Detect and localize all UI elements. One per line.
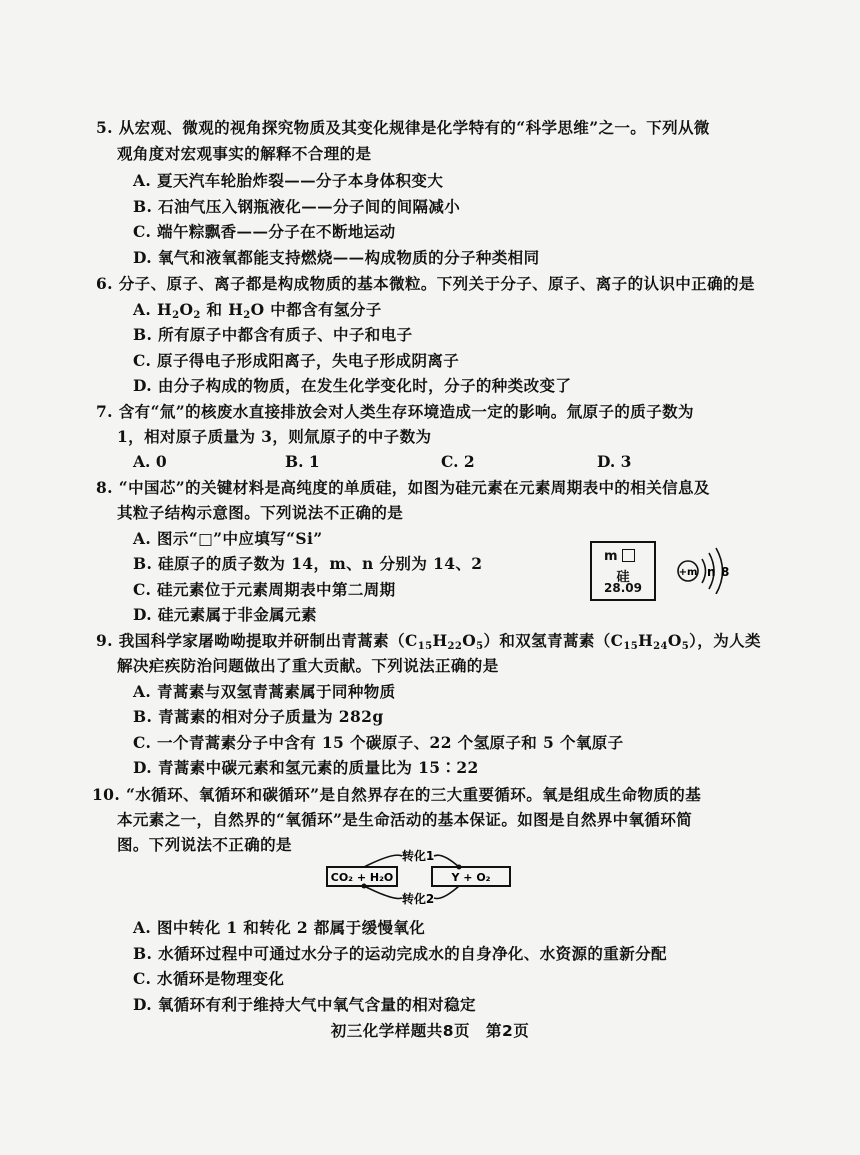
q6-stem: 6. 分子、原子、离子都是构成物质的基本微粒。下列关于分子、原子、离子的认识中正确的是	[96, 274, 755, 293]
q9-f2-h-sub: 24	[653, 641, 668, 652]
q7-stem-line1: 7. 含有“氚”的核废水直接排放会对人类生存环境造成一定的影响。氚原子的质子数为	[96, 402, 694, 421]
transform1-arrowhead	[457, 865, 462, 870]
q9-f1-h: H	[432, 631, 448, 650]
q6-a-sub2: 2	[193, 310, 201, 321]
q8-stem-line1: 8. “中国芯”的关键材料是高纯度的单质硅，如图为硅元素在元素周期表中的相关信息及	[96, 478, 710, 497]
transform1-arc-right	[434, 855, 459, 867]
q7-option-a: A. 0	[133, 452, 167, 471]
silicon-periodic-cell	[590, 541, 656, 601]
silicon-atom-structure-diagram	[676, 546, 736, 594]
oxygen-cycle-diagram	[324, 846, 514, 908]
q5-stem-line2: 观角度对宏观事实的解释不合理的是	[117, 144, 372, 163]
q8-option-b: B. 硅原子的质子数为 14，m、n 分别为 14、2	[133, 554, 483, 573]
q9-f2-c-sub: 15	[623, 641, 639, 652]
q7-option-b: B. 1	[285, 452, 320, 471]
shell-electrons-n: n	[707, 565, 716, 579]
q6-a-sub1: 2	[172, 310, 180, 321]
q8-option-a: A. 图示“□”中应填写“Si”	[133, 529, 323, 548]
reactants-label: CO₂ + H₂O	[330, 871, 394, 884]
q8-option-c: C. 硅元素位于元素周期表中第二周期	[133, 580, 396, 599]
q5-option-a: A. 夏天汽车轮胎炸裂——分子本身体积变大	[133, 171, 444, 190]
q6-a-mid1: O	[179, 300, 194, 319]
electron-shell-1	[702, 559, 706, 583]
q9-f1-o-sub: 5	[476, 641, 484, 652]
q9-stem-line1	[96, 631, 761, 651]
transform2-arrowhead	[362, 884, 367, 889]
q6-option-b: B. 所有原子中都含有质子、中子和电子	[133, 325, 413, 344]
q6-a-suffix: O 中都含有氢分子	[250, 300, 382, 319]
q10-option-b: B. 水循环过程中可通过水分子的运动完成水的自身净化、水资源的重新分配	[133, 944, 667, 963]
q9-f1-h-sub: 22	[447, 641, 463, 652]
q6-a-mid2: 和 H	[200, 300, 244, 319]
q7-option-d: D. 3	[597, 452, 632, 471]
q7-stem-line2: 1，相对原子质量为 3，则氚原子的中子数为	[117, 427, 432, 446]
q6-option-d: D. 由分子构成的物质，在发生化学变化时，分子的种类改变了	[133, 376, 572, 395]
q6-option-c: C. 原子得电子形成阳离子，失电子形成阴离子	[133, 351, 460, 370]
transform1-label: 转化1	[401, 849, 435, 863]
q7-option-c: C. 2	[441, 452, 475, 471]
q5-option-c: C. 端午粽飘香——分子在不断地运动	[133, 222, 396, 241]
cell-atomic-mass: 28.09	[604, 581, 642, 595]
q10-stem-line1: 10. “水循环、氧循环和碳循环”是自然界存在的三大重要循环。氧是组成生命物质的基	[92, 785, 702, 804]
q10-option-c: C. 水循环是物理变化	[133, 969, 285, 988]
q9-option-d: D. 青蒿素中碳元素和氢元素的质量比为 15∶22	[133, 758, 479, 777]
q9-stem-line2: 解决疟疾防治问题做出了重大贡献。下列说法正确的是	[117, 656, 499, 675]
page-footer: 初三化学样题共8页 第2页	[330, 1022, 530, 1040]
shell-electrons-8: 8	[721, 565, 730, 579]
q9-f2-h: H	[638, 631, 654, 650]
q5-stem-line1: 5. 从宏观、微观的视角探究物质及其变化规律是化学特有的“科学思维”之一。下列从微	[96, 118, 710, 137]
transform2-label: 转化2	[401, 892, 435, 906]
q8-stem-line2: 其粒子结构示意图。下列说法不正确的是	[117, 503, 404, 522]
cell-element-name: 硅	[616, 570, 630, 585]
q9-stem-part2: ）和双氢青蒿素（C	[483, 631, 624, 650]
q9-f1-o: O	[462, 631, 477, 650]
q9-stem-part3: ），为人类	[689, 631, 761, 650]
q9-option-b: B. 青蒿素的相对分子质量为 282g	[133, 707, 384, 726]
transform1-arc-left	[364, 855, 402, 867]
q5-option-b: B. 石油气压入钢瓶液化——分子间的间隔减小	[133, 197, 461, 216]
q9-f1-c-sub: 15	[417, 641, 433, 652]
q9-stem-part1: 9. 我国科学家屠呦呦提取并研制出青蒿素（C	[96, 631, 418, 650]
transform2-arc-left	[364, 886, 402, 899]
q9-f2-o: O	[667, 631, 682, 650]
q9-option-a: A. 青蒿素与双氢青蒿素属于同种物质	[133, 682, 396, 701]
cell-atomic-number: m	[604, 549, 618, 564]
nucleus-charge: +m	[678, 567, 698, 578]
q9-option-c: C. 一个青蒿素分子中含有 15 个碳原子、22 个氢原子和 5 个氧原子	[133, 733, 624, 752]
q6-a-sub3: 2	[243, 310, 251, 321]
q10-stem-line2: 本元素之一，自然界的“氧循环”是生命活动的基本保证。如图是自然界中氧循环简	[117, 810, 693, 829]
blank-symbol-box	[622, 549, 635, 562]
q6-a-prefix: A. H	[133, 300, 173, 319]
q10-option-d: D. 氧循环有利于维持大气中氧气含量的相对稳定	[133, 995, 476, 1014]
q9-f2-o-sub: 5	[681, 641, 690, 652]
q10-stem-line3: 图。下列说法不正确的是	[117, 835, 292, 854]
q10-option-a: A. 图中转化 1 和转化 2 都属于缓慢氧化	[133, 918, 426, 937]
q6-option-a	[133, 300, 382, 320]
q8-option-d: D. 硅元素属于非金属元素	[133, 605, 317, 624]
transform2-arc-right	[434, 886, 459, 899]
products-label: Y + O₂	[451, 871, 491, 884]
q5-option-d: D. 氧气和液氧都能支持燃烧——构成物质的分子种类相同	[133, 248, 540, 267]
